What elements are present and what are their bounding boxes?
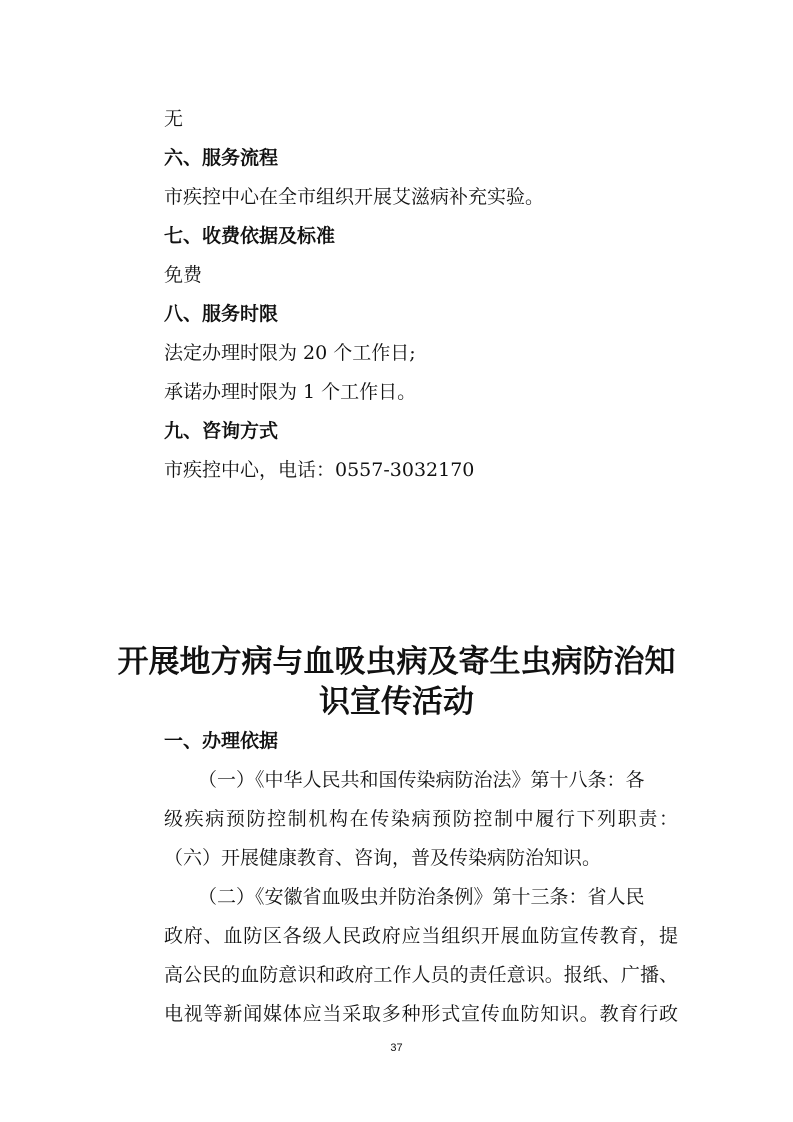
previous-item-value: 无 <box>164 108 184 130</box>
promised-time-limit-text: 承诺办理时限为 1 个工作日。 <box>164 381 417 403</box>
fee-basis-heading: 七、收费依据及标准 <box>164 225 336 247</box>
page-number: 37 <box>390 1042 403 1054</box>
time-limit-heading: 八、服务时限 <box>164 303 279 325</box>
consultation-heading: 九、咨询方式 <box>164 420 279 442</box>
fee-basis-text: 免费 <box>164 264 203 286</box>
service-process-heading: 六、服务流程 <box>164 147 279 169</box>
basis-para2-line1: （二）《安徽省血吸虫并防治条例》第十三条：省人民 <box>198 886 645 908</box>
basis-para1-line1: （一）《中华人民共和国传染病防治法》第十八条：各 <box>198 769 645 791</box>
service-process-text: 市疾控中心在全市组织开展艾滋病补充实验。 <box>164 186 545 208</box>
basis-para1-line3: （六）开展健康教育、咨询，普及传染病防治知识。 <box>164 847 602 869</box>
basis-heading: 一、办理依据 <box>164 730 279 752</box>
basis-para2-line2: 政府、血防区各级人民政府应当组织开展血防宣传教育，提 <box>164 925 678 947</box>
item-title-line-1: 开展地方病与血吸虫病及寄生虫病防治知 <box>117 644 676 680</box>
legal-time-limit-text: 法定办理时限为 20 个工作日; <box>164 342 416 364</box>
basis-para2-line3: 高公民的血防意识和政府工作人员的责任意识。报纸、广播、 <box>164 964 678 986</box>
item-title-line-2: 识宣传活动 <box>319 684 474 720</box>
basis-para1-line2: 级疾病预防控制机构在传染病预防控制中履行下列职责： <box>164 808 678 830</box>
consultation-text: 市疾控中心，电话：0557-3032170 <box>164 459 475 481</box>
basis-para2-line4: 电视等新闻媒体应当采取多种形式宣传血防知识。教育行政 <box>164 1003 678 1025</box>
